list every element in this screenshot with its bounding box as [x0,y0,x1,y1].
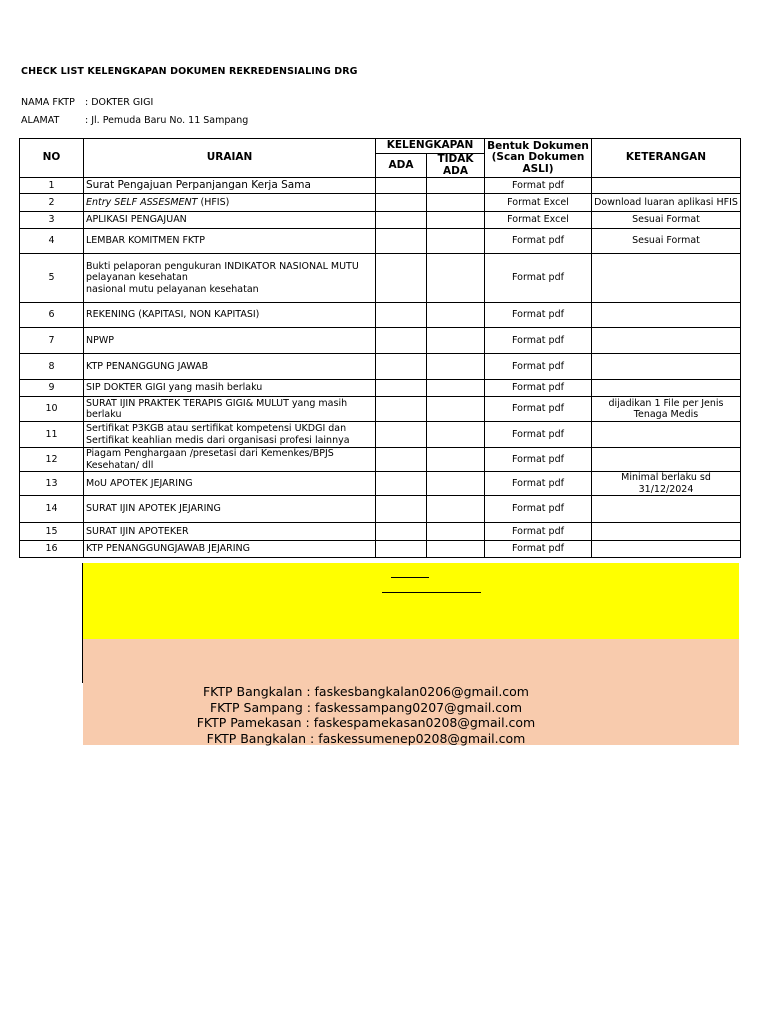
table-row [20,541,741,558]
row-no: 2 [20,194,84,212]
row-format: Format pdf [485,380,592,397]
left-border-line [82,563,83,683]
table-row [20,448,741,472]
row-tidak-ada-cell [427,328,485,354]
row-format: Format pdf [485,254,592,303]
row-ada-cell [376,380,427,397]
row-ada-cell [376,354,427,380]
nama-fktp-label: NAMA FKTP [21,97,75,108]
row-keterangan [592,328,741,354]
row-ada-cell [376,541,427,558]
row-uraian-line-1: Bukti pelaporan pengukuran INDIKATOR NASIONAL MUTU pelayanan kesehatan [86,260,359,284]
alamat-label: ALAMAT [21,115,60,126]
row-uraian: Piagam Penghargaan /presetasi dari Kemenkes/BPJS Kesehatan/ dll [84,448,376,472]
row-uraian: KTP PENANGGUNGJAWAB JEJARING [84,541,376,558]
contact-line-sampang: FKTP Sampang : faskessampang0207@gmail.com [209,699,522,715]
table-row [20,422,741,448]
underline-short [391,577,429,578]
row-ada-cell [376,212,427,229]
row-uraian: REKENING (KAPITASI, NON KAPITASI) [84,303,376,328]
alamat-value: : Jl. Pemuda Baru No. 11 Sampang [85,115,249,126]
row-uraian: SIP DOKTER GIGI yang masih berlaku [84,380,376,397]
table-row [20,354,741,380]
row-keterangan [592,448,741,472]
row-format: Format Excel [485,194,592,212]
table-row [20,194,741,212]
row-no: 12 [20,448,84,472]
row-ada-cell [376,254,427,303]
row-no: 15 [20,523,84,541]
row-ada-cell [376,397,427,422]
header-ada: ADA [376,154,427,178]
row-format: Format pdf [485,397,592,422]
row-format: Format pdf [485,303,592,328]
row-uraian: MoU APOTEK JEJARING [84,472,376,496]
header-no: NO [20,139,84,178]
row-uraian: KTP PENANGGUNG JAWAB [84,354,376,380]
row-ada-cell [376,496,427,523]
row-ada-cell [376,178,427,194]
row-uraian: APLIKASI PENGAJUAN [84,212,376,229]
row-keterangan [592,541,741,558]
row-keterangan [592,523,741,541]
row-uraian: Surat Pengajuan Perpanjangan Kerja Sama [84,178,376,194]
row-keterangan [592,303,741,328]
row-no: 11 [20,422,84,448]
row-tidak-ada-cell [427,303,485,328]
header-uraian: URAIAN [84,139,376,178]
document-title: CHECK LIST KELENGKAPAN DOKUMEN REKREDENSIALING DRG [21,66,358,77]
row-format: Format pdf [485,448,592,472]
row-uraian-italic: Entry SELF ASSESMENT [86,196,198,208]
row-keterangan: Sesuai Format [592,229,741,254]
alamat-line [21,115,248,126]
table-row [20,496,741,523]
row-keterangan [592,422,741,448]
row-ada-cell [376,523,427,541]
row-tidak-ada-cell [427,422,485,448]
table-row [20,212,741,229]
row-keterangan: Sesuai Format [592,212,741,229]
row-no: 1 [20,178,84,194]
table-row [20,229,741,254]
row-tidak-ada-cell [427,229,485,254]
row-tidak-ada-cell [427,496,485,523]
row-uraian: SURAT IJIN APOTEKER [84,523,376,541]
row-ada-cell [376,422,427,448]
row-tidak-ada-cell [427,541,485,558]
row-ada-cell [376,194,427,212]
row-no: 16 [20,541,84,558]
row-uraian-rest: (HFIS) [197,196,230,208]
contact-list [83,684,649,746]
row-format: Format pdf [485,472,592,496]
row-tidak-ada-cell [427,354,485,380]
row-ada-cell [376,229,427,254]
row-no: 7 [20,328,84,354]
row-tidak-ada-cell [427,194,485,212]
row-uraian: SURAT IJIN PRAKTEK TERAPIS GIGI& MULUT yang masih berlaku [84,397,376,422]
row-tidak-ada-cell [427,448,485,472]
contact-line-pamekasan: FKTP Pamekasan : faskespamekasan0208@gmail.com [196,715,536,730]
row-no: 4 [20,229,84,254]
row-keterangan [592,178,741,194]
row-tidak-ada-cell [427,254,485,303]
row-keterangan [592,254,741,303]
row-format: Format pdf [485,328,592,354]
row-tidak-ada-cell [427,397,485,422]
header-tidak-ada: TIDAK ADA [427,154,485,178]
row-no: 13 [20,472,84,496]
nama-fktp-value: : DOKTER GIGI [85,97,154,108]
row-uraian [84,254,376,303]
yellow-note-band [83,563,739,639]
header-bentuk-dokumen: Bentuk Dokumen (Scan Dokumen ASLI) [485,139,592,178]
header-keterangan: KETERANGAN [592,139,741,178]
row-uraian: Sertifikat P3KGB atau sertifikat kompetensi UKDGI dan Sertifikat keahlian medis dari organisasi profesi lainnya [84,422,376,448]
row-uraian: NPWP [84,328,376,354]
row-tidak-ada-cell [427,523,485,541]
row-format: Format pdf [485,422,592,448]
row-format: Format pdf [485,523,592,541]
row-no: 14 [20,496,84,523]
row-tidak-ada-cell [427,472,485,496]
row-format: Format pdf [485,496,592,523]
row-no: 8 [20,354,84,380]
row-keterangan [592,380,741,397]
row-uraian [84,194,376,212]
table-row [20,380,741,397]
row-uraian: SURAT IJIN APOTEK JEJARING [84,496,376,523]
row-ada-cell [376,328,427,354]
row-keterangan [592,496,741,523]
contact-line-bangkalan: FKTP Bangkalan : faskesbangkalan0206@gmail.com [202,684,529,699]
row-keterangan [592,354,741,380]
row-tidak-ada-cell [427,212,485,229]
row-format: Format pdf [485,178,592,194]
row-no: 3 [20,212,84,229]
checklist-table [19,138,741,558]
row-tidak-ada-cell [427,380,485,397]
row-no: 5 [20,254,84,303]
row-uraian: LEMBAR KOMITMEN FKTP [84,229,376,254]
row-format: Format pdf [485,229,592,254]
table-row [20,178,741,194]
row-keterangan: dijadikan 1 File per Jenis Tenaga Medis [592,397,741,422]
row-ada-cell [376,472,427,496]
header-kelengkapan: KELENGKAPAN [376,139,485,154]
row-keterangan: Download luaran aplikasi HFIS [592,194,741,212]
row-format: Format Excel [485,212,592,229]
contact-line-sumenep: FKTP Bangkalan : faskessumenep0208@gmail.com [206,730,526,746]
table-row [20,523,741,541]
row-no: 10 [20,397,84,422]
table-row [20,254,741,303]
table-row [20,303,741,328]
row-ada-cell [376,303,427,328]
underline-long [382,592,481,593]
row-no: 6 [20,303,84,328]
row-ada-cell [376,448,427,472]
row-keterangan: Minimal berlaku sd 31/12/2024 [592,472,741,496]
row-format: Format pdf [485,354,592,380]
nama-fktp-line [21,97,153,108]
table-row [20,472,741,496]
row-uraian-line-2: nasional mutu pelayanan kesehatan [86,283,259,295]
row-format: Format pdf [485,541,592,558]
table-row [20,328,741,354]
row-tidak-ada-cell [427,178,485,194]
row-no: 9 [20,380,84,397]
table-row [20,397,741,422]
